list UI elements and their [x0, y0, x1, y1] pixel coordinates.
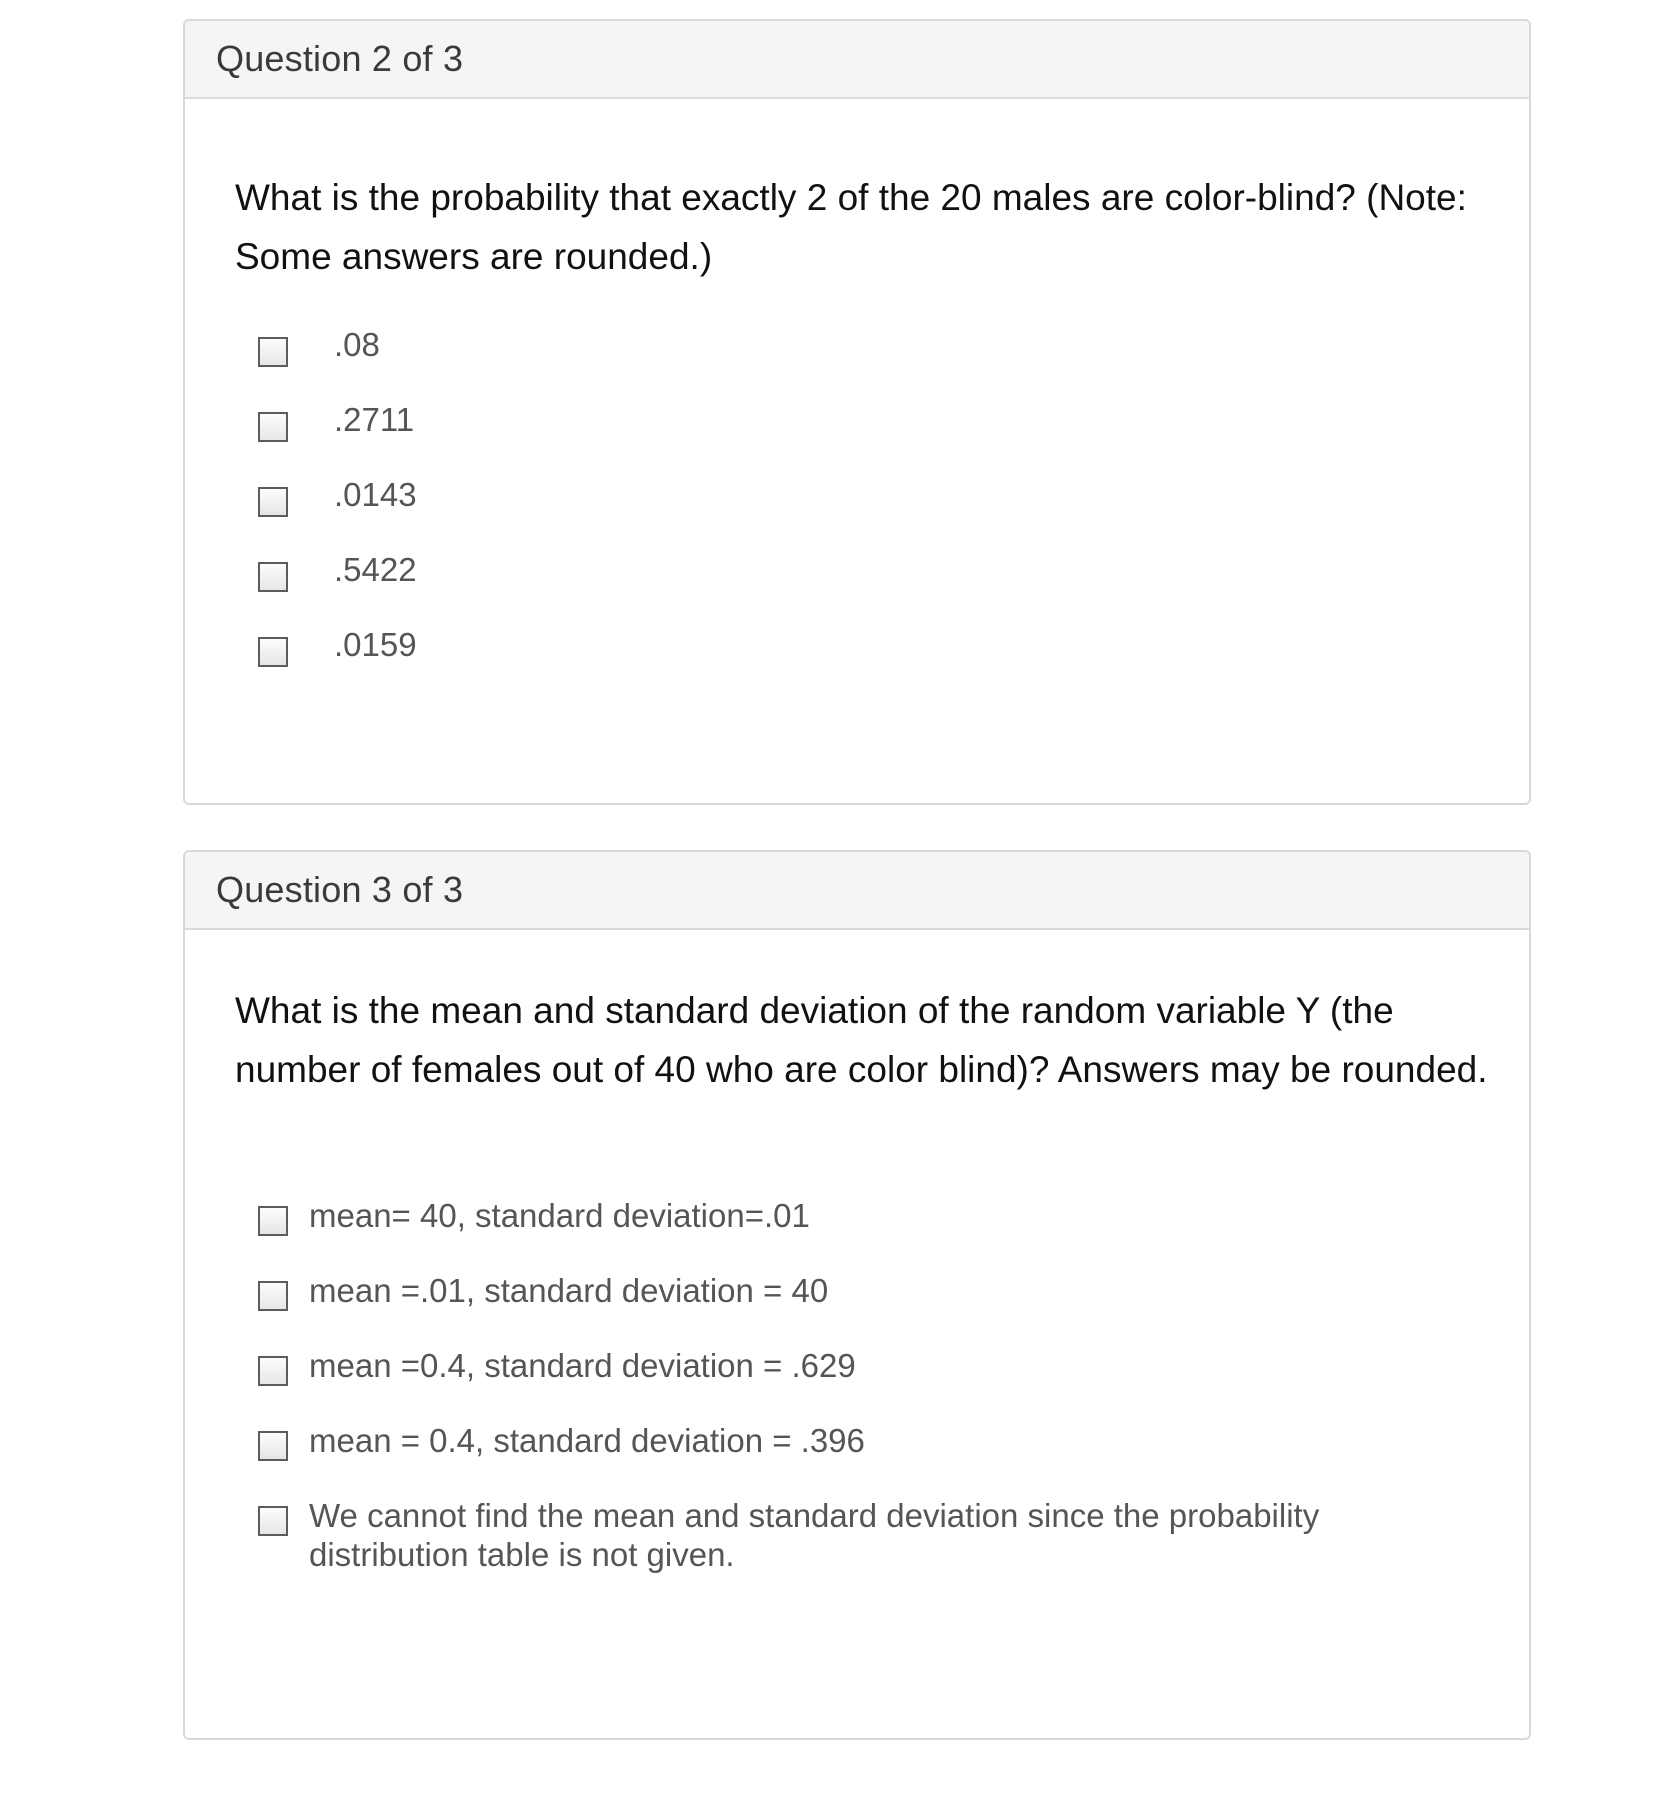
question-2-card — [183, 19, 1531, 805]
question-2-options — [258, 326, 417, 706]
checkbox[interactable] — [258, 487, 288, 517]
question-3-option-1[interactable] — [258, 1197, 1329, 1275]
question-2-option-1[interactable] — [258, 326, 417, 406]
option-label[interactable]: .0159 — [334, 626, 417, 663]
option-label[interactable]: mean =0.4, standard deviation = .629 — [309, 1347, 856, 1384]
question-2-title: Question 2 of 3 — [216, 38, 464, 79]
question-2-option-3[interactable] — [258, 476, 417, 556]
checkbox[interactable] — [258, 1356, 288, 1386]
question-2-option-5[interactable] — [258, 626, 417, 706]
option-label[interactable]: .2711 — [334, 401, 415, 438]
question-3-card — [183, 850, 1531, 1740]
checkbox[interactable] — [258, 1431, 288, 1461]
question-3-prompt: What is the mean and standard deviation of the random variable Y (the number of females out of 40 who are color blind)? Answers may be rounded. — [235, 990, 1488, 1090]
question-3-option-4[interactable] — [258, 1422, 1329, 1500]
checkbox[interactable] — [258, 1281, 288, 1311]
question-2-option-2[interactable] — [258, 401, 417, 481]
question-3-option-2[interactable] — [258, 1272, 1329, 1350]
option-label[interactable]: .0143 — [334, 476, 417, 513]
question-2-header — [185, 21, 1529, 99]
option-label[interactable]: mean = 0.4, standard deviation = .396 — [309, 1422, 865, 1459]
question-3-option-3[interactable] — [258, 1347, 1329, 1425]
question-3-header — [185, 852, 1529, 930]
option-label[interactable]: We cannot find the mean and standard deviation since the probability distribution table is not given. — [309, 1497, 1320, 1573]
question-3-title: Question 3 of 3 — [216, 869, 464, 910]
option-label[interactable]: mean =.01, standard deviation = 40 — [309, 1272, 829, 1309]
question-2-option-4[interactable] — [258, 551, 417, 631]
option-label[interactable]: .08 — [334, 326, 380, 363]
checkbox[interactable] — [258, 562, 288, 592]
checkbox[interactable] — [258, 1506, 288, 1536]
checkbox[interactable] — [258, 337, 288, 367]
checkbox[interactable] — [258, 1206, 288, 1236]
option-label[interactable]: .5422 — [334, 551, 417, 588]
checkbox[interactable] — [258, 412, 288, 442]
option-label[interactable]: mean= 40, standard deviation=.01 — [309, 1197, 810, 1234]
question-3-option-5[interactable] — [258, 1497, 1329, 1575]
question-3-options — [258, 1197, 1329, 1575]
question-2-prompt: What is the probability that exactly 2 of the 20 males are color-blind? (Note: Some answers are rounded.) — [235, 177, 1467, 277]
checkbox[interactable] — [258, 637, 288, 667]
